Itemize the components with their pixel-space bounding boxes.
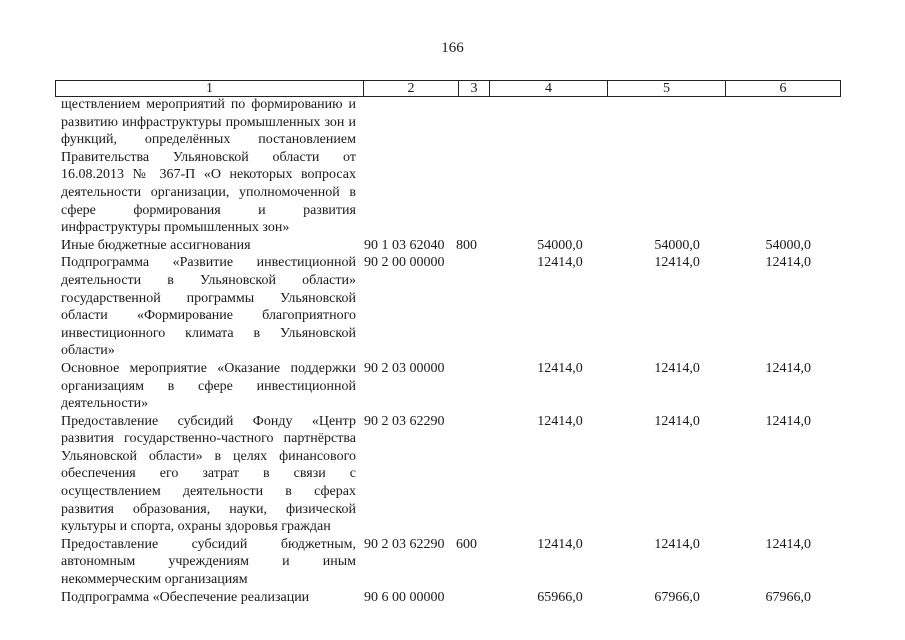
row-code: 90 2 03 62290 [363, 536, 445, 552]
row-value-5: 12414,0 [654, 413, 700, 429]
header-col-6: 6 [779, 81, 787, 96]
header-col-3: 3 [459, 81, 490, 96]
header-col-1: 1 [56, 81, 364, 96]
row-value-5: 67966,0 [654, 589, 700, 605]
row-value-5: 54000,0 [654, 237, 700, 253]
table-header [55, 80, 841, 97]
row-value-4: 65966,0 [537, 589, 583, 605]
row-value-6: 54000,0 [765, 237, 812, 253]
table-row [61, 254, 841, 360]
row-code: 90 2 00 00000 [363, 255, 445, 271]
row-value-5 [613, 96, 730, 237]
row-value-6: 12414,0 [765, 255, 812, 271]
row-expense-type: 600 [456, 536, 478, 552]
table-row [61, 536, 841, 589]
row-name: Подпрограмма «Развитие инвестиционной деятельности в Ульяновской области» государственной программы Ульяновской области «Формирование благоприятного инвестиционного климата в Ульяновской области» [61, 255, 356, 359]
row-name: Предоставление субсидий Фонду «Центр развития государственно-частного партнёрства Ульяновской области» в целях финансового обеспечения его затрат в связи с осуществлением деятельности в сферах развития образования, науки, физической культуры и спорта, охраны здоровья граждан [61, 413, 356, 535]
table-body [61, 96, 841, 606]
row-value-4: 12414,0 [537, 413, 583, 429]
row-value-6: 12414,0 [765, 413, 812, 429]
row-expense-type [456, 360, 496, 413]
row-value-6: 12414,0 [765, 360, 812, 376]
header-col-5: 5 [608, 81, 726, 96]
row-code: 90 2 03 00000 [363, 360, 445, 376]
row-expense-type: 800 [456, 237, 478, 253]
row-expense-type [456, 413, 496, 536]
row-expense-type [456, 589, 496, 607]
row-name: ществлением мероприятий по формированию и развитию инфраструктуры промышленных зон и функций, определённых постановлением Правительства Ульяновской области от 16.08.2013 № 367-П «О некоторых вопросах деятельности организации, уполномоченной в сфере формирования и развития инфраструктуры промышленных зон» [61, 97, 356, 236]
table-row [61, 96, 841, 237]
row-value-4: 54000,0 [537, 237, 583, 253]
row-value-5: 12414,0 [654, 255, 700, 271]
row-value-4: 12414,0 [537, 536, 583, 552]
row-value-4: 12414,0 [537, 255, 583, 271]
table-row [61, 237, 841, 255]
row-value-4 [496, 96, 613, 237]
row-value-5: 12414,0 [654, 536, 700, 552]
row-name: Предоставление субсидий бюджетным, автономным учреждениям и иным некоммерческим организациям [61, 536, 356, 588]
row-value-6: 12414,0 [765, 536, 812, 552]
table-row [61, 360, 841, 413]
row-value-4: 12414,0 [537, 360, 583, 376]
row-value-6 [730, 96, 841, 237]
row-expense-type [456, 254, 496, 360]
row-value-6: 67966,0 [765, 589, 812, 605]
row-name: Иные бюджетные ассигнования [61, 237, 251, 253]
row-name: Подпрограмма «Обеспечение реализации [61, 589, 310, 605]
row-code: 90 6 00 00000 [363, 589, 445, 605]
header-col-2: 2 [364, 81, 459, 96]
row-code: 90 1 03 62040 [363, 237, 445, 253]
header-col-4: 4 [490, 81, 608, 96]
table-row [61, 413, 841, 536]
row-code: 90 2 03 62290 [363, 413, 445, 429]
row-expense-type [456, 96, 496, 237]
page-number: 166 [441, 40, 464, 56]
row-value-5: 12414,0 [654, 360, 700, 376]
row-name: Основное мероприятие «Оказание поддержки организациям в сфере инвестиционной деятельности» [61, 360, 356, 412]
table-row [61, 589, 841, 607]
row-code [356, 96, 456, 237]
